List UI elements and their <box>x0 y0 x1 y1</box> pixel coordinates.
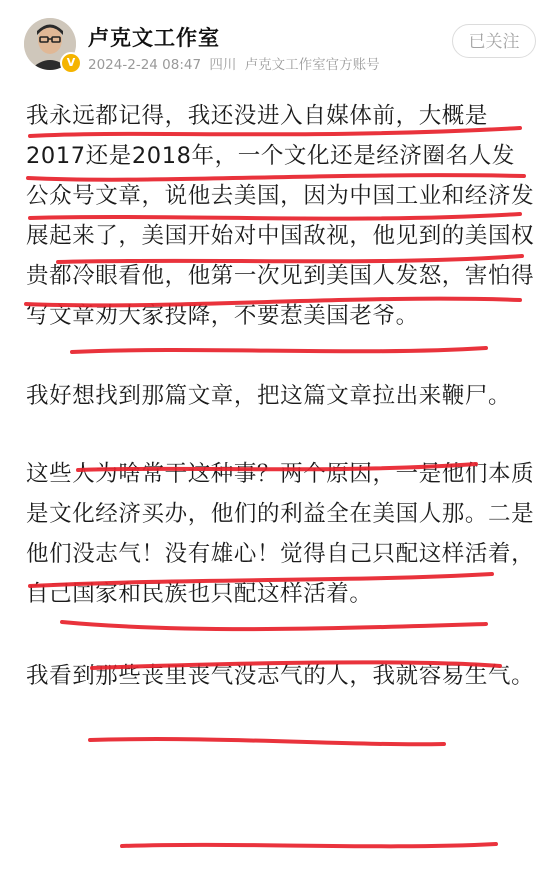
follow-button[interactable]: 已关注 <box>452 24 536 58</box>
post-location: 四川 <box>209 57 237 73</box>
paragraph-4: 我看到那些丧里丧气没志气的人，我就容易生气。 <box>26 663 535 689</box>
underline-stroke <box>122 844 496 846</box>
underline-stroke <box>90 739 444 744</box>
paragraph-1: 我永远都记得，我还没进入自媒体前，大概是2017还是2018年，一个文化还是经济圈名人发公众号文章，说他去美国，因为中国工业和经济发展起来了，美国开始对中国敌视，他见到的美国权贵都冷眼看他，他第一次见到美国人发怒，害怕得写文章劝大家投降，不要惹美国老爷。 <box>26 103 535 329</box>
post-header <box>0 0 556 84</box>
paragraph-2: 我好想找到那篇文章，把这篇文章拉出来鞭尸。 <box>26 383 512 409</box>
author-name[interactable]: 卢克文工作室 <box>88 26 220 50</box>
account-description: 卢克文工作室官方账号 <box>244 57 380 73</box>
verified-badge-icon: V <box>60 52 82 74</box>
paragraph-3: 这些人为啥常干这种事？两个原因，一是他们本质是文化经济买办，他们的利益全在美国人那。二是他们没志气！没有雄心！觉得自己只配这样活着，自己国家和民族也只配这样活着。 <box>26 461 535 607</box>
post-meta <box>88 53 384 73</box>
post-body <box>26 96 536 736</box>
post-date: 2024-2-24 08:47 <box>88 57 202 73</box>
